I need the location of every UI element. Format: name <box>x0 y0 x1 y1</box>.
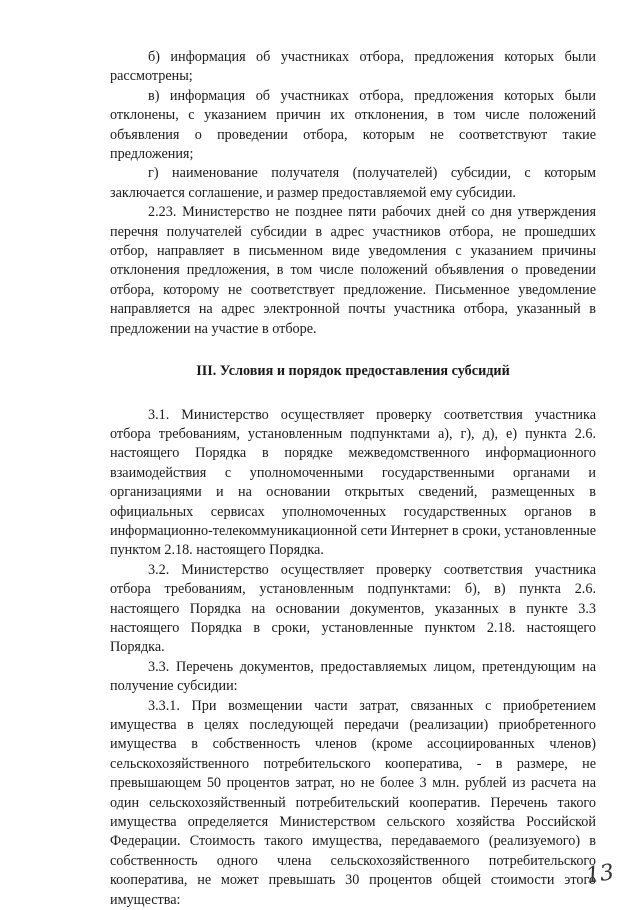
paragraph-item-g: г) наименование получателя (получателей) субсидии, с которым заключается соглашение, и размер предоставляемой ему субсидии. <box>110 165 596 201</box>
paragraph-item-b: б) информация об участниках отбора, предложения которых были рассмотрены; <box>110 49 596 85</box>
paragraph-clause-3-1: 3.1. Министерство осуществляет проверку соответствия участника отбора требованиям, установленным подпунктами а), г), д), е) пункта 2.6. настоящего Порядка в порядке межведомственного информационного взаимодействия с уполномоченными государственными органами и организациями и на основании открытых сведений, размещенных в официальных сервисах уполномоченных государственных органов в информационно-телекоммуникационной сети Интернет в сроки, установленные пунктом 2.18. настоящего Порядка. <box>110 406 596 559</box>
paragraph-item-v: в) информация об участниках отбора, предложения которых были отклонены, с указанием причин их отклонения, в том числе положений объявления о проведении отбора, которым не соответствуют такие предложения; <box>110 87 596 163</box>
page-number: 13 <box>584 860 616 889</box>
paragraph-clause-3-2: 3.2. Министерство осуществляет проверку соответствия участника отбора требованиям, установленным подпунктами: б), в) пункта 2.6. настоящего Порядка на основании документов, указанных в пункте 3.3 настоящего Порядка в сроки, установленные пунктом 2.18. настоящего Порядка. <box>110 561 596 656</box>
paragraph-clause-3-3: 3.3. Перечень документов, предоставляемых лицом, претендующим на получение субсидии: <box>110 658 596 695</box>
paragraph-clause-3-3-1: 3.3.1. При возмещении части затрат, связанных с приобретением имущества в целях последующей передачи (реализации) приобретенного имущества в собственность членов (кроме ассоциированных членов) сельскохозяйственного потребительского кооператива, - в размере, не превышающем 50 процентов затрат, но не более 3 млн. рублей из расчета на один сельскохозяйственный потребительский кооператив. Перечень такого имущества определяется Министерством сельского хозяйства Российской Федерации. Стоимость такого имущества, передаваемого (реализуемого) в собственность одного члена сельскохозяйственного потребительского кооператива, не может превышать 30 процентов общей стоимости этого имущества: <box>110 697 596 908</box>
document-body <box>110 48 596 910</box>
paragraph-clause-2-23: 2.23. Министерство не позднее пяти рабочих дней со дня утверждения перечня получателей субсидии в адрес участников отбора, не прошедших отбор, направляет в письменном виде уведомления с указанием причины отклонения предложения, в том числе положений объявления о проведении отбора, которому не соответствует предложение. Письменное уведомление направляется на адрес электронной почты участника отбора, указанный в предложении на участие в отборе. <box>110 204 596 337</box>
section-heading: III. Условия и порядок предоставления субсидий <box>196 363 510 380</box>
